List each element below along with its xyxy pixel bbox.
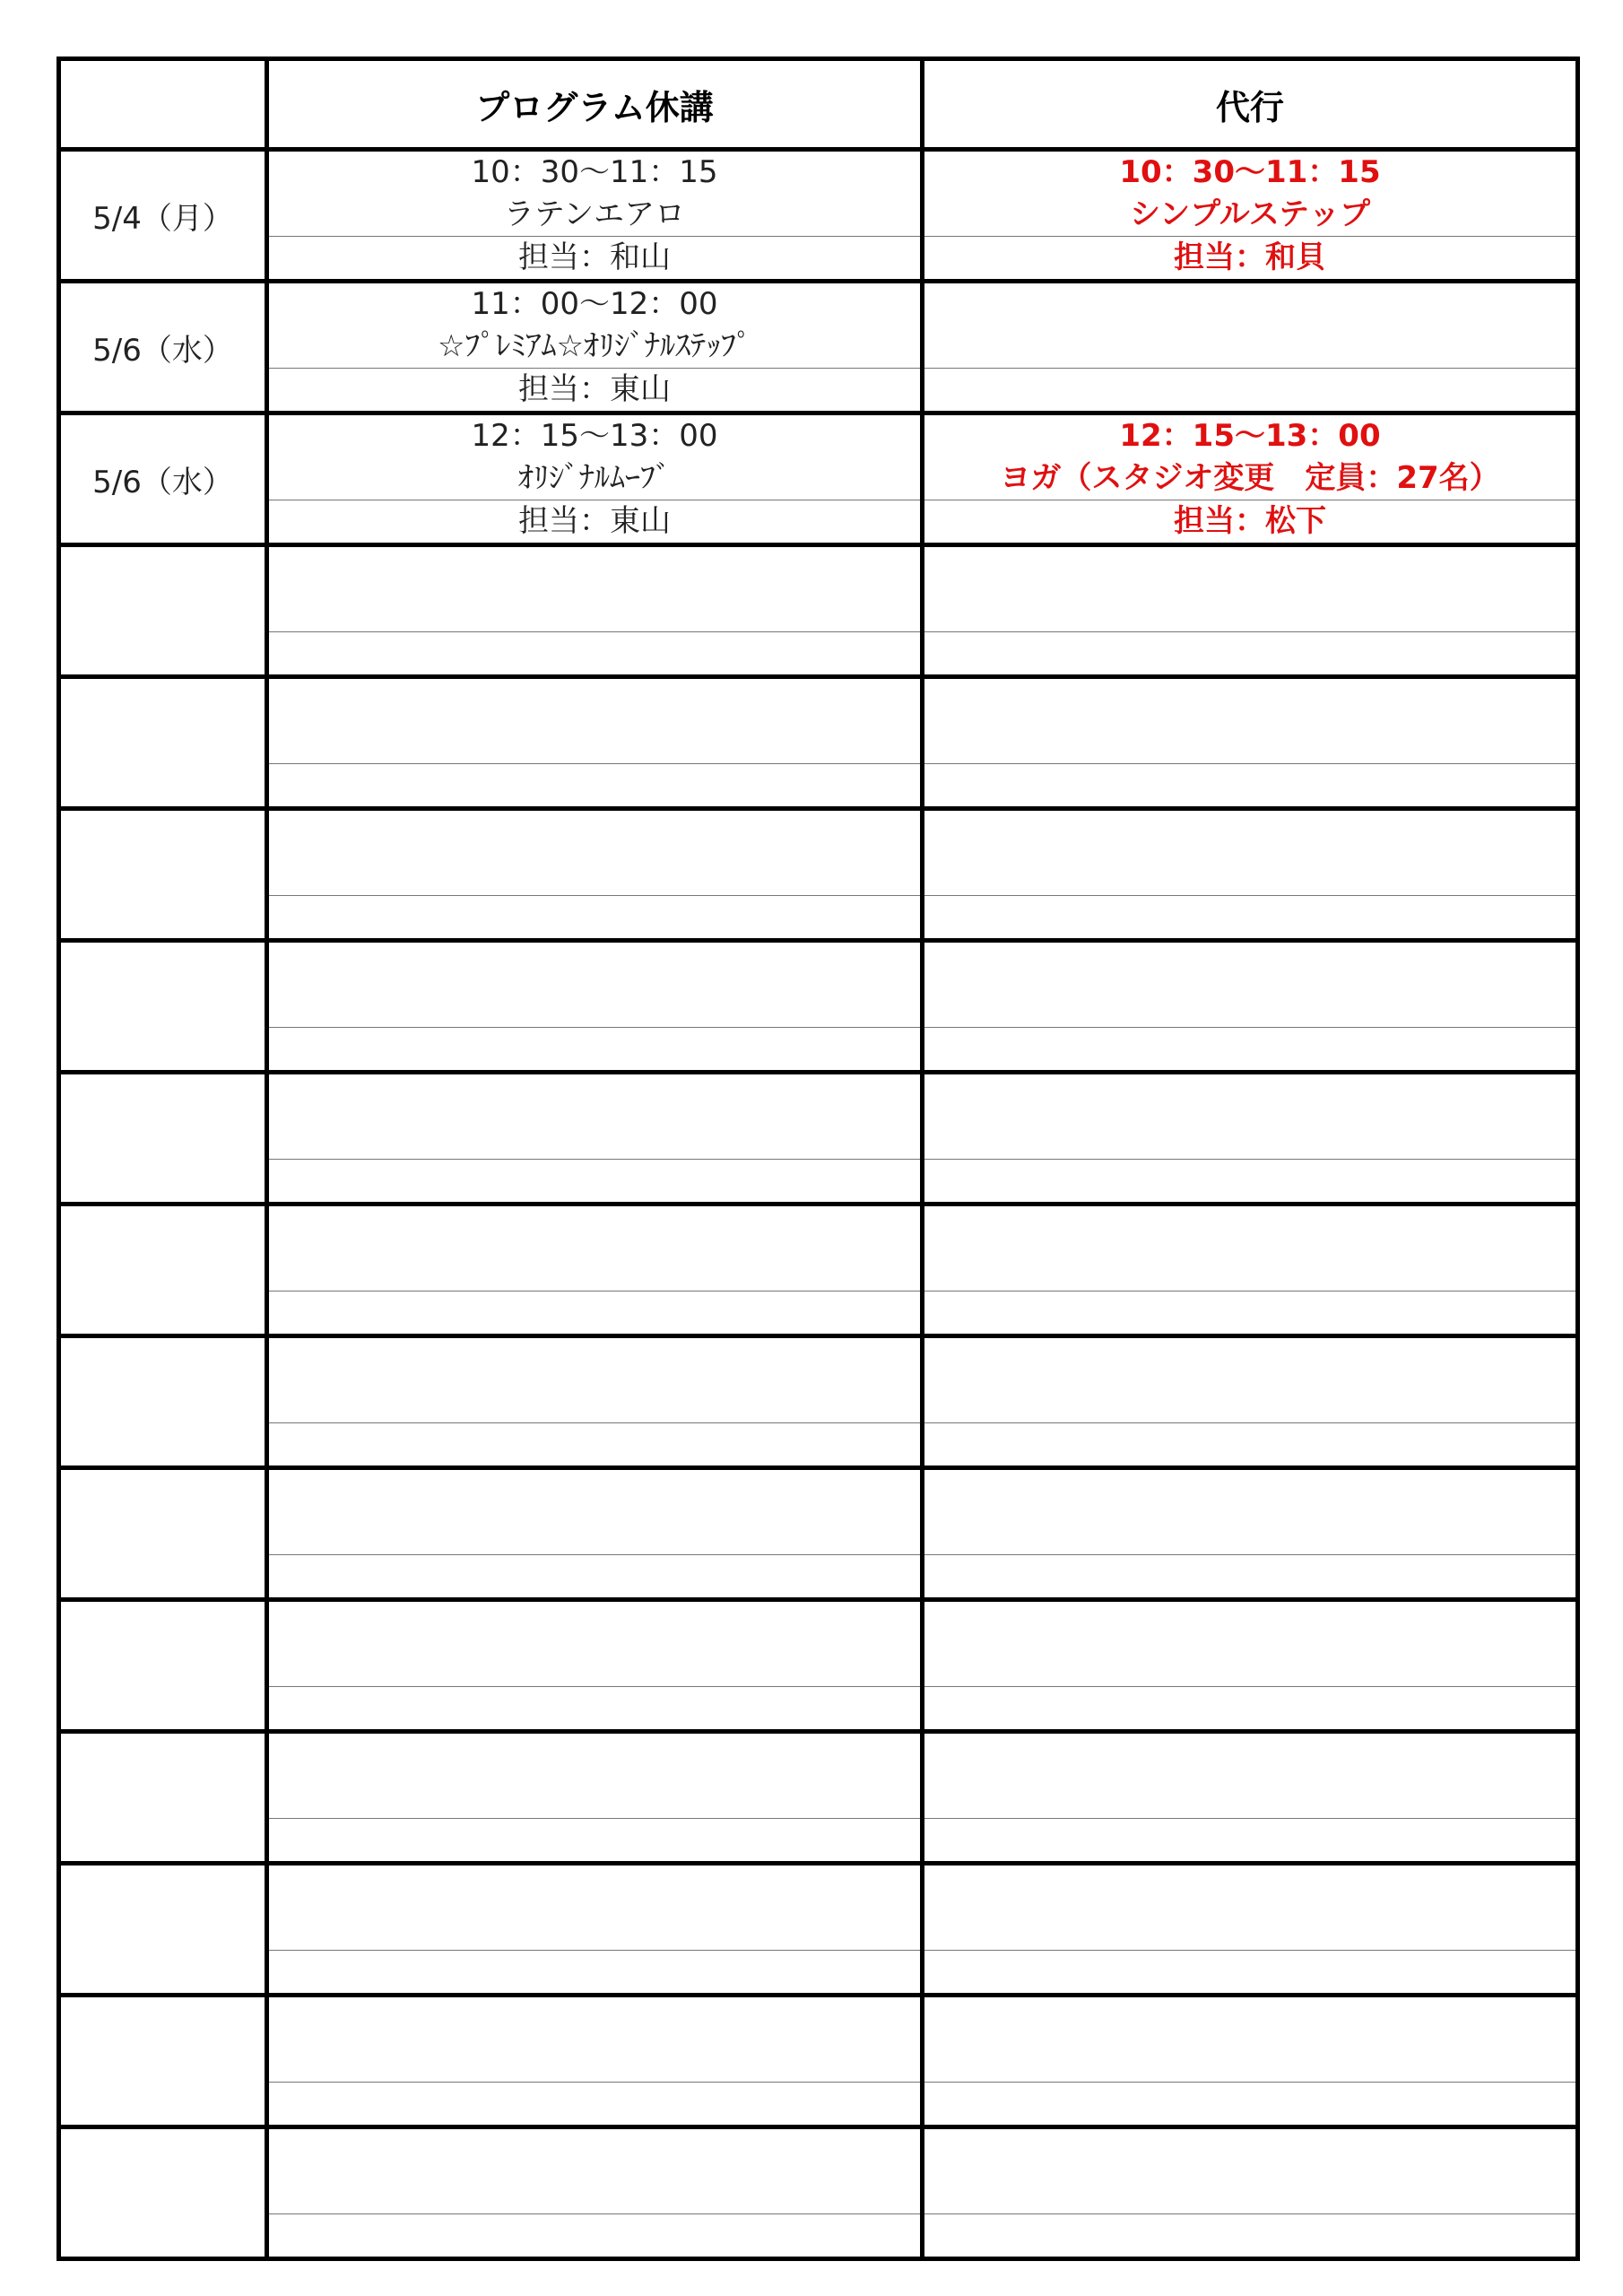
- substitute-cell: [923, 413, 1578, 500]
- empty-row: [59, 1468, 1578, 1555]
- substitute-name: シンプルステップ: [1129, 196, 1371, 232]
- schedule-row: [59, 413, 1578, 500]
- empty-row: [59, 1864, 1578, 1951]
- empty-row: [59, 677, 1578, 764]
- program-staff: 担当：東山: [267, 500, 923, 545]
- substitute-time: 10：30～11：15: [1119, 154, 1381, 190]
- empty-row: [59, 2127, 1578, 2214]
- empty-row: [59, 1073, 1578, 1160]
- program-name: ラテンエアロ: [503, 196, 686, 232]
- program-cell: [267, 413, 923, 500]
- header-substitute: 代行: [923, 59, 1578, 150]
- schedule-row: [59, 150, 1578, 237]
- substitute-schedule-table: [56, 57, 1580, 2261]
- empty-row: [59, 1205, 1578, 1292]
- empty-row: [59, 1996, 1578, 2083]
- substitute-staff: 担当：松下: [923, 500, 1578, 545]
- program-time: 11：00～12：00: [471, 286, 718, 322]
- program-time: 10：30～11：15: [471, 154, 718, 190]
- substitute-staff: 担当：和貝: [923, 237, 1578, 282]
- program-staff: 担当：和山: [267, 237, 923, 282]
- empty-row: [59, 1336, 1578, 1423]
- program-name: ☆ﾌﾟﾚﾐｱﾑ☆ｵﾘｼﾞﾅﾙｽﾃｯﾌﾟ: [438, 328, 751, 364]
- header-date-cell: [59, 59, 267, 150]
- header-program-cancel: プログラム休講: [267, 59, 923, 150]
- empty-row: [59, 545, 1578, 632]
- program-time: 12：15～13：00: [471, 418, 718, 454]
- program-staff: 担当：東山: [267, 369, 923, 413]
- program-cell: [267, 150, 923, 237]
- substitute-time: 12：15～13：00: [1119, 418, 1381, 454]
- substitute-staff: [923, 369, 1578, 413]
- program-cell: [267, 282, 923, 369]
- empty-row: [59, 941, 1578, 1028]
- substitute-cell: [923, 282, 1578, 369]
- substitute-cell: [923, 150, 1578, 237]
- substitute-name: ヨガ（スタジオ変更 定員：27名）: [1000, 460, 1500, 496]
- empty-row: [59, 809, 1578, 896]
- empty-row: [59, 1732, 1578, 1819]
- empty-row: [59, 1600, 1578, 1687]
- row-date: 5/4（月）: [59, 150, 267, 282]
- program-name: ｵﾘｼﾞﾅﾙﾑｰﾌﾞ: [518, 460, 671, 496]
- row-date: 5/6（水）: [59, 282, 267, 413]
- schedule-row: [59, 282, 1578, 369]
- row-date: 5/6（水）: [59, 413, 267, 545]
